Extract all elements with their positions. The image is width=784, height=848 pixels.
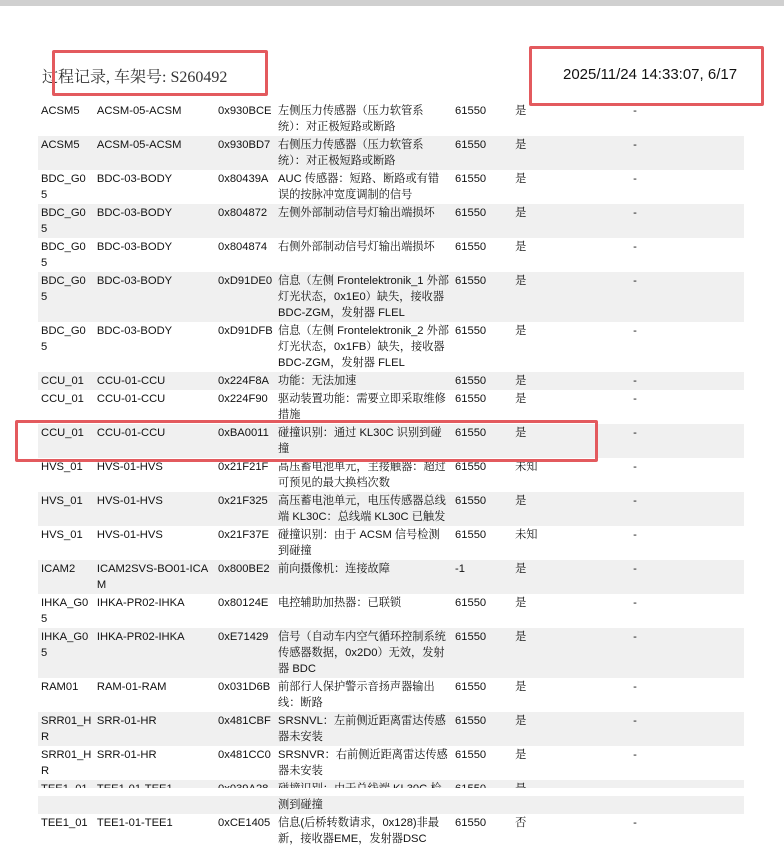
fault-code-cell: 0x930BCE — [218, 105, 272, 117]
mileage-cell: 61550 — [452, 492, 512, 526]
variant-cell: IHKA-PR02-IHKA — [94, 628, 215, 678]
table-row — [38, 136, 744, 170]
title-highlight-box — [52, 50, 268, 96]
variant-cell: ACSM-05-ACSM — [96, 105, 182, 117]
table-row — [38, 712, 744, 746]
mileage-cell: 61550 — [452, 272, 512, 322]
mileage-cell: 61550 — [452, 628, 512, 678]
table-row — [38, 102, 744, 136]
timestamp-page-indicator: 2025/11/24 14:33:07, 6/17 — [563, 66, 738, 83]
variant-cell: HVS-01-HVS — [96, 461, 163, 473]
table-row — [38, 780, 744, 814]
mileage-cell: -1 — [452, 560, 512, 594]
mileage-cell: 61550 — [455, 241, 487, 253]
variant-cell: IHKA-PR02-IHKA — [96, 597, 185, 609]
fault-code-cell: 0xE71429 — [215, 628, 275, 678]
ecu-cell: ACSM5 — [41, 105, 80, 117]
mileage-cell: 61550 — [452, 136, 512, 170]
mileage-cell: 61550 — [455, 529, 487, 541]
ecu-cell: SRR01_HR — [38, 712, 94, 746]
variant-cell: BDC-03-BODY — [96, 241, 173, 253]
variant-cell: CCU-01-CCU — [94, 424, 215, 458]
table-row — [38, 746, 744, 780]
variant-cell: BDC-03-BODY — [96, 173, 173, 185]
variant-cell: BDC-03-BODY — [96, 325, 173, 337]
fault-code-cell: 0x804872 — [215, 204, 275, 238]
fault-code-cell — [215, 780, 275, 814]
status-cell: 是 — [515, 681, 527, 693]
extra-cell — [630, 780, 744, 814]
extra-cell: - — [633, 105, 637, 117]
variant-cell: ACSM-05-ACSM — [94, 136, 215, 170]
variant-cell: SRR-01-HR — [94, 712, 215, 746]
table-row — [38, 594, 744, 628]
description-cell: 测到碰撞 — [275, 780, 452, 814]
extra-cell: - — [630, 424, 744, 458]
description-cell: SRSNVL：左前侧近距离雷达传感器未安装 — [275, 712, 452, 746]
status-cell: 是 — [515, 393, 527, 405]
status-cell: 是 — [512, 424, 630, 458]
table-row — [38, 272, 744, 322]
variant-cell: SRR-01-HR — [96, 749, 157, 761]
mileage-cell: 61550 — [455, 105, 487, 117]
ecu-cell: IHKA_G05 — [41, 597, 89, 625]
table-row — [38, 814, 744, 848]
variant-cell: BDC-03-BODY — [94, 272, 215, 322]
status-cell: 是 — [512, 712, 630, 746]
extra-cell: - — [630, 712, 744, 746]
description-cell: 右侧压力传感器（压力软管系统）：对正极短路或断路 — [275, 136, 452, 170]
table-row — [38, 170, 744, 204]
table-row — [38, 372, 744, 390]
extra-cell: - — [630, 272, 744, 322]
extra-cell: - — [633, 325, 637, 337]
table-row — [38, 458, 744, 492]
fault-code-cell: 0x481CBF — [215, 712, 275, 746]
extra-cell: - — [630, 372, 744, 390]
variant-cell: CCU-01-CCU — [94, 372, 215, 390]
mileage-cell — [452, 780, 512, 814]
variant-cell: RAM-01-RAM — [96, 681, 167, 693]
table-row — [38, 492, 744, 526]
status-cell: 未知 — [515, 529, 538, 541]
ecu-cell: BDC_G05 — [41, 241, 86, 269]
hvs-row-highlight-box — [15, 420, 598, 462]
description-cell: 功能：无法加速 — [275, 372, 452, 390]
variant-cell: TEE1-01-TEE1 — [96, 817, 173, 829]
mileage-cell: 61550 — [455, 461, 487, 473]
extra-cell: - — [633, 597, 637, 609]
ecu-cell: ACSM5 — [38, 136, 94, 170]
ecu-cell: BDC_G05 — [41, 173, 86, 201]
status-cell: 是 — [512, 272, 630, 322]
ecu-cell — [38, 780, 94, 814]
status-cell: 是 — [512, 560, 630, 594]
ecu-cell: CCU_01 — [38, 424, 94, 458]
extra-cell: - — [630, 492, 744, 526]
ecu-cell: HVS_01 — [41, 461, 83, 473]
description-cell: 碰撞识别：由于 ACSM 信号检测到碰撞 — [278, 529, 440, 557]
description-cell: 前向摄像机：连接故障 — [275, 560, 452, 594]
fault-code-cell: 0x800BE2 — [215, 560, 275, 594]
extra-cell: - — [633, 241, 637, 253]
description-cell: 信息（左侧 Frontelektronik_1 外部灯光状态，0x1E0）缺失，接收器 BDC-ZGM，发射器 FLEL — [275, 272, 452, 322]
fault-code-cell: 0xCE1405 — [218, 817, 271, 829]
extra-cell: - — [633, 461, 637, 473]
status-cell: 是 — [515, 325, 527, 337]
ecu-cell: RAM01 — [41, 681, 79, 693]
extra-cell: - — [630, 204, 744, 238]
fault-code-cell: 0x224F8A — [215, 372, 275, 390]
fault-code-cell: 0x80124E — [218, 597, 269, 609]
status-cell: 是 — [512, 136, 630, 170]
status-cell: 是 — [515, 105, 527, 117]
extra-cell: - — [633, 173, 637, 185]
extra-cell: - — [633, 749, 637, 761]
fault-code-cell: 0x21F325 — [215, 492, 275, 526]
extra-cell: - — [630, 136, 744, 170]
status-cell: 是 — [512, 204, 630, 238]
mileage-cell: 61550 — [452, 424, 512, 458]
mileage-cell: 61550 — [455, 173, 487, 185]
extra-cell: - — [633, 817, 637, 829]
fault-code-cell: 0x21F21F — [218, 461, 269, 473]
ecu-cell: CCU_01 — [41, 393, 84, 405]
description-cell: 左侧压力传感器（压力软管系统）：对正极短路或断路 — [278, 105, 424, 133]
variant-cell: HVS-01-HVS — [94, 492, 215, 526]
table-row — [38, 238, 744, 272]
status-cell: 未知 — [515, 461, 538, 473]
fault-code-cell: 0xD91DFB — [218, 325, 273, 337]
ecu-cell: BDC_G05 — [41, 325, 86, 353]
extra-cell: - — [630, 628, 744, 678]
table-row — [38, 204, 744, 238]
timestamp-highlight-box — [529, 46, 764, 106]
description-cell: 信号（自动车内空气循环控制系统传感器数据，0x2D0）无效，发射器 BDC — [275, 628, 452, 678]
fault-code-cell: 0xD91DE0 — [215, 272, 275, 322]
ecu-cell: HVS_01 — [38, 492, 94, 526]
page-bottom-edge — [0, 788, 784, 796]
description-cell: 右侧外部制动信号灯输出端损坏 — [278, 241, 435, 253]
ecu-cell: SRR01_HR — [41, 749, 92, 777]
fault-records-table — [38, 102, 744, 848]
mileage-cell: 61550 — [455, 681, 487, 693]
page-title: 过程记录, 车架号: S260492 — [42, 69, 228, 86]
description-cell: 信息（左侧 Frontelektronik_2 外部灯光状态，0x1FB）缺失，接收器 BDC-ZGM，发射器 FLEL — [278, 325, 449, 369]
description-cell: AUC 传感器：短路、断路或有错误的按脉冲宽度调制的信号 — [278, 173, 440, 201]
description-cell: 驱动装置功能：需要立即采取维修措施 — [278, 393, 446, 421]
status-cell: 是 — [512, 492, 630, 526]
status-cell: 是 — [515, 749, 527, 761]
mileage-cell: 61550 — [455, 597, 487, 609]
status-cell: 是 — [515, 597, 527, 609]
description-cell: 电控辅助加热器：已联锁 — [278, 597, 402, 609]
extra-cell: - — [633, 393, 637, 405]
fault-code-cell: 0x930BD7 — [215, 136, 275, 170]
extra-cell: - — [633, 681, 637, 693]
description-cell: 信息(后桥转数请求，0x128)非最新，接收器EME，发射器DSC — [278, 817, 440, 845]
variant-cell: CCU-01-CCU — [96, 393, 166, 405]
fault-code-cell: 0x031D6B — [218, 681, 271, 693]
table-row — [38, 560, 744, 594]
status-cell: 否 — [515, 817, 527, 829]
status-cell: 是 — [515, 173, 527, 185]
ecu-cell: CCU_01 — [38, 372, 94, 390]
table-row — [38, 322, 744, 372]
ecu-cell: BDC_G05 — [38, 272, 94, 322]
table-row — [38, 390, 744, 424]
description-cell: 高压蓄电池单元，电压传感器总线端 KL30C：总线端 KL30C 已触发 — [275, 492, 452, 526]
mileage-cell: 61550 — [452, 372, 512, 390]
fault-code-cell: 0x481CC0 — [218, 749, 271, 761]
status-cell: 是 — [512, 628, 630, 678]
mileage-cell: 61550 — [452, 204, 512, 238]
variant-cell: HVS-01-HVS — [96, 529, 163, 541]
mileage-cell: 61550 — [455, 749, 487, 761]
description-cell: 左侧外部制动信号灯输出端损坏 — [275, 204, 452, 238]
table-row — [38, 628, 744, 678]
status-cell — [512, 780, 630, 814]
variant-cell: BDC-03-BODY — [94, 204, 215, 238]
variant-cell: ICAM2SVS-BO01-ICAM — [94, 560, 215, 594]
fault-code-cell: 0x224F90 — [218, 393, 268, 405]
fault-code-cell: 0xBA0011 — [215, 424, 275, 458]
ecu-cell: TEE1_01 — [41, 817, 88, 829]
ecu-cell: HVS_01 — [41, 529, 83, 541]
top-border — [0, 0, 784, 6]
fault-code-cell: 0x804874 — [218, 241, 268, 253]
description-cell: 碰撞识别：通过 KL30C 识别到碰撞 — [275, 424, 452, 458]
fault-code-cell: 0x21F37E — [218, 529, 269, 541]
description-cell: SRSNVR：右前侧近距离雷达传感器未安装 — [278, 749, 448, 777]
ecu-cell: IHKA_G05 — [38, 628, 94, 678]
variant-cell — [94, 780, 215, 814]
status-cell: 是 — [515, 241, 527, 253]
extra-cell: - — [633, 529, 637, 541]
extra-cell: - — [630, 560, 744, 594]
mileage-cell: 61550 — [452, 712, 512, 746]
fault-code-cell: 0x80439A — [218, 173, 269, 185]
ecu-cell: ICAM2 — [38, 560, 94, 594]
mileage-cell: 61550 — [455, 817, 487, 829]
mileage-cell: 61550 — [455, 393, 487, 405]
table-row — [38, 526, 744, 560]
ecu-cell: BDC_G05 — [38, 204, 94, 238]
description-cell: 高压蓄电池单元，主接触器：超过可预见的最大换档次数 — [278, 461, 446, 489]
status-cell: 是 — [512, 372, 630, 390]
description-cell: 前部行人保护警示音扬声器输出线：断路 — [278, 681, 435, 709]
mileage-cell: 61550 — [455, 325, 487, 337]
table-row — [38, 678, 744, 712]
